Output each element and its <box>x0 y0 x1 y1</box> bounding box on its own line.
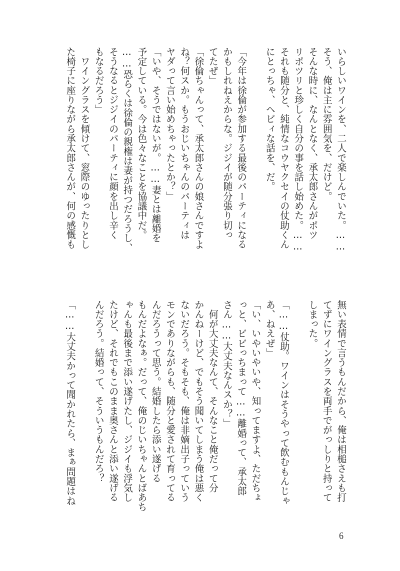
text-column: リポツリと珍しく自分の事を話し始めた。…… <box>292 47 304 253</box>
text-column: 「……仗助。ワインはそうやって飲むもんじゃ <box>278 300 289 506</box>
text-block-top <box>62 47 347 295</box>
text-column: んだろう。結婚って、そういうもんだろ？ <box>92 300 104 484</box>
text-column: かんねーけど、でもそう聞いてしまう俺は悪く <box>192 300 204 503</box>
text-column: んだろうって思う。結婚したら添い遂げる <box>149 300 161 484</box>
text-column: いらしいワインを、二人で楽しんでいた。…… <box>335 47 346 253</box>
text-block-bottom <box>62 300 347 548</box>
text-column: 何が大丈夫なんて、そんなこと俺だって分 <box>206 300 218 493</box>
text-column: たけど、それでもこのまま奥さんと添い遂げる <box>107 300 118 503</box>
text-column: 「い、いやいやいや、知ってますよ、ただちょ <box>249 300 261 503</box>
text-column: ワイングラスを傾けて、窓際のゆったりとし <box>78 47 90 250</box>
text-column: かもしれねえからな。ジジイが随分張り切っ <box>221 47 232 240</box>
text-column <box>290 300 304 548</box>
text-column: てずにワイングラスを両手でがっしりと持って <box>320 300 332 503</box>
text-column: ゃんも最後まで添い遂げたし、ジジイも浮気し <box>121 300 133 503</box>
text-column: た椅子に座りながら承太郎さんが、何の感慨も <box>64 47 76 250</box>
text-column: もんだよなぁ。だって、俺のじいちゃんとばあち <box>135 300 147 513</box>
text-column: にとっちゃ、ヘビィな話を、だ。 <box>263 47 275 192</box>
text-column: ないだろう。そもそも、俺は非嫡出子っていう <box>178 300 190 503</box>
text-column: てたぜ」 <box>206 47 218 86</box>
text-column: 「……大丈夫かって聞かれたら、まぁ問題はね <box>64 300 76 506</box>
text-column: ね？何スか。もうおじいちゃんのパーティは <box>178 47 190 240</box>
text-column: そんな時に、なんとなく、承太郎さんがポツ <box>306 47 318 240</box>
text-column: モンでありながらも、随分と愛されて育ってる <box>164 300 175 503</box>
text-column: ヤダって言い始めちゃったとか？」 <box>164 47 175 202</box>
text-column: そう、俺は主に雰囲気を、だけど。 <box>320 47 332 202</box>
text-column: ……恐らくは徐倫の親権は妻が持つだろうし、 <box>121 47 133 253</box>
page-number: 6 <box>339 531 344 541</box>
text-column: 無い表情で言うもんだから、俺は相槌さえも打 <box>335 300 346 503</box>
text-column: それも随分と、純情なコウヤクセイの仗助くん <box>278 47 289 250</box>
text-column: 「徐倫ちゃんって、承太郎さんの娘さんですよ <box>192 47 204 250</box>
text-column: さん……大丈夫なんスか？」 <box>221 300 232 429</box>
text-column: 予定している。今は色々なことを協議中だ。 <box>135 47 147 240</box>
text-column: そうなるとジジイのパーティに顔を出し辛く <box>107 47 118 240</box>
text-column: 「今年は徐倫が参加する最後のパーティになる <box>235 47 247 250</box>
text-column: 「いや、そうではないが。……妻とは離婚を <box>149 47 161 244</box>
text-column: あ、ねえぜ」 <box>263 300 275 358</box>
text-column: しまった。 <box>306 300 318 349</box>
text-column: もなるだろう」 <box>92 47 104 115</box>
text-column: っと、ビビっちまって……離婚って、承太郎 <box>235 300 247 497</box>
text-column <box>76 300 90 548</box>
text-column <box>247 47 261 295</box>
